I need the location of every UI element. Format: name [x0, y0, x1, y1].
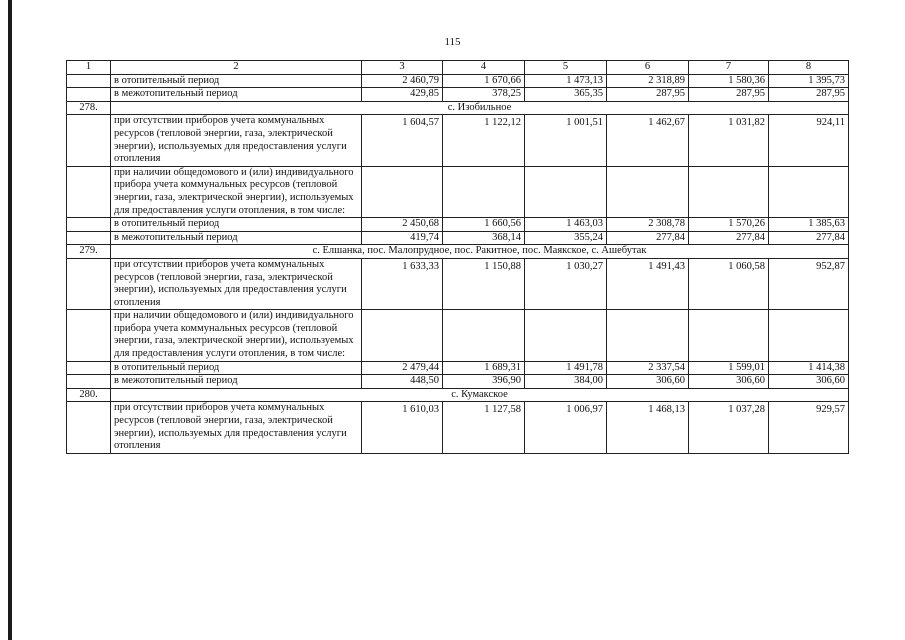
row-label: в межотопительный период — [111, 231, 362, 245]
locality-row — [67, 245, 849, 259]
table-row — [67, 218, 849, 232]
row-label: в отопительный период — [111, 361, 362, 375]
value-cell: 1 030,27 — [525, 258, 607, 309]
value-cell — [443, 310, 525, 361]
value-cell: 1 491,78 — [525, 361, 607, 375]
value-cell: 1 689,31 — [443, 361, 525, 375]
row-label: в межотопительный период — [111, 88, 362, 102]
value-cell: 1 031,82 — [689, 115, 769, 166]
row-label: при наличии общедомового и (или) индивидуального прибора учета коммунальных ресурсов (тепловой энергии, газа, электрической энергии), используемых для предоставления услуги отопления, в том числе: — [111, 166, 362, 217]
value-cell: 1 473,13 — [525, 74, 607, 88]
value-cell: 277,84 — [607, 231, 689, 245]
value-cell — [769, 310, 849, 361]
table-row — [67, 166, 849, 217]
value-cell: 365,35 — [525, 88, 607, 102]
header-row — [67, 61, 849, 75]
value-cell: 368,14 — [443, 231, 525, 245]
header-cell: 2 — [111, 61, 362, 75]
value-cell: 1 610,03 — [362, 402, 443, 453]
value-cell: 1 462,67 — [607, 115, 689, 166]
header-cell: 3 — [362, 61, 443, 75]
value-cell — [362, 166, 443, 217]
value-cell — [607, 310, 689, 361]
value-cell: 1 006,97 — [525, 402, 607, 453]
table-row — [67, 74, 849, 88]
page-number: 115 — [444, 36, 461, 48]
table-row — [67, 231, 849, 245]
number-cell — [67, 258, 111, 309]
value-cell: 448,50 — [362, 375, 443, 389]
number-cell — [67, 402, 111, 453]
table-row — [67, 375, 849, 389]
value-cell: 429,85 — [362, 88, 443, 102]
header-cell: 6 — [607, 61, 689, 75]
value-cell: 1 463,03 — [525, 218, 607, 232]
value-cell: 378,25 — [443, 88, 525, 102]
number-cell — [67, 74, 111, 88]
value-cell: 1 570,26 — [689, 218, 769, 232]
table-row — [67, 402, 849, 453]
table-body — [67, 61, 849, 454]
value-cell: 1 580,36 — [689, 74, 769, 88]
value-cell — [769, 166, 849, 217]
number-cell — [67, 115, 111, 166]
value-cell: 287,95 — [607, 88, 689, 102]
locality-number: 279. — [67, 245, 111, 259]
value-cell: 419,74 — [362, 231, 443, 245]
locality-name: с. Елшанка, пос. Малопрудное, пос. Ракитное, пос. Маякское, с. Ашебутак — [111, 245, 849, 259]
locality-name: с. Кумакское — [111, 388, 849, 402]
value-cell: 929,57 — [769, 402, 849, 453]
value-cell: 1 122,12 — [443, 115, 525, 166]
tariff-table — [66, 60, 849, 454]
value-cell: 2 460,79 — [362, 74, 443, 88]
value-cell: 287,95 — [769, 88, 849, 102]
value-cell: 1 491,43 — [607, 258, 689, 309]
header-cell: 7 — [689, 61, 769, 75]
value-cell: 1 670,66 — [443, 74, 525, 88]
header-cell: 4 — [443, 61, 525, 75]
value-cell: 277,84 — [689, 231, 769, 245]
locality-number: 278. — [67, 101, 111, 115]
value-cell — [362, 310, 443, 361]
value-cell: 952,87 — [769, 258, 849, 309]
number-cell — [67, 375, 111, 389]
value-cell: 1 150,88 — [443, 258, 525, 309]
locality-number: 280. — [67, 388, 111, 402]
table-row — [67, 115, 849, 166]
table-row — [67, 361, 849, 375]
value-cell: 1 127,58 — [443, 402, 525, 453]
number-cell — [67, 361, 111, 375]
value-cell — [443, 166, 525, 217]
value-cell: 1 468,13 — [607, 402, 689, 453]
value-cell: 1 414,38 — [769, 361, 849, 375]
header-cell: 5 — [525, 61, 607, 75]
value-cell: 384,00 — [525, 375, 607, 389]
value-cell: 1 060,58 — [689, 258, 769, 309]
value-cell: 1 660,56 — [443, 218, 525, 232]
number-cell — [67, 88, 111, 102]
value-cell — [607, 166, 689, 217]
value-cell: 1 037,28 — [689, 402, 769, 453]
row-label: при наличии общедомового и (или) индивидуального прибора учета коммунальных ресурсов (тепловой энергии, газа, электрической энергии), используемых для предоставления услуги отопления, в том числе: — [111, 310, 362, 361]
number-cell — [67, 231, 111, 245]
number-cell — [67, 310, 111, 361]
number-cell — [67, 166, 111, 217]
locality-row — [67, 101, 849, 115]
header-cell: 1 — [67, 61, 111, 75]
value-cell — [525, 310, 607, 361]
header-cell: 8 — [769, 61, 849, 75]
row-label: в отопительный период — [111, 74, 362, 88]
value-cell: 287,95 — [689, 88, 769, 102]
value-cell: 2 318,89 — [607, 74, 689, 88]
value-cell: 306,60 — [689, 375, 769, 389]
value-cell — [689, 310, 769, 361]
value-cell: 1 001,51 — [525, 115, 607, 166]
value-cell: 277,84 — [769, 231, 849, 245]
number-cell — [67, 218, 111, 232]
locality-row — [67, 388, 849, 402]
value-cell: 2 308,78 — [607, 218, 689, 232]
row-label: в отопительный период — [111, 218, 362, 232]
table-row — [67, 310, 849, 361]
value-cell: 2 450,68 — [362, 218, 443, 232]
scan-edge — [8, 0, 12, 640]
value-cell: 2 337,54 — [607, 361, 689, 375]
value-cell: 306,60 — [607, 375, 689, 389]
value-cell: 1 385,63 — [769, 218, 849, 232]
row-label: при отсутствии приборов учета коммунальных ресурсов (тепловой энергии, газа, электрической энергии), используемых для предоставления услуги отопления — [111, 115, 362, 166]
row-label: при отсутствии приборов учета коммунальных ресурсов (тепловой энергии, газа, электрической энергии), используемых для предоставления услуги отопления — [111, 402, 362, 453]
value-cell — [525, 166, 607, 217]
value-cell: 306,60 — [769, 375, 849, 389]
table-row — [67, 258, 849, 309]
value-cell: 2 479,44 — [362, 361, 443, 375]
value-cell: 1 395,73 — [769, 74, 849, 88]
locality-name: с. Изобильное — [111, 101, 849, 115]
table-row — [67, 88, 849, 102]
row-label: при отсутствии приборов учета коммунальных ресурсов (тепловой энергии, газа, электрической энергии), используемых для предоставления услуги отопления — [111, 258, 362, 309]
value-cell: 1 604,57 — [362, 115, 443, 166]
value-cell: 1 633,33 — [362, 258, 443, 309]
value-cell: 1 599,01 — [689, 361, 769, 375]
value-cell — [689, 166, 769, 217]
value-cell: 396,90 — [443, 375, 525, 389]
value-cell: 355,24 — [525, 231, 607, 245]
value-cell: 924,11 — [769, 115, 849, 166]
row-label: в межотопительный период — [111, 375, 362, 389]
